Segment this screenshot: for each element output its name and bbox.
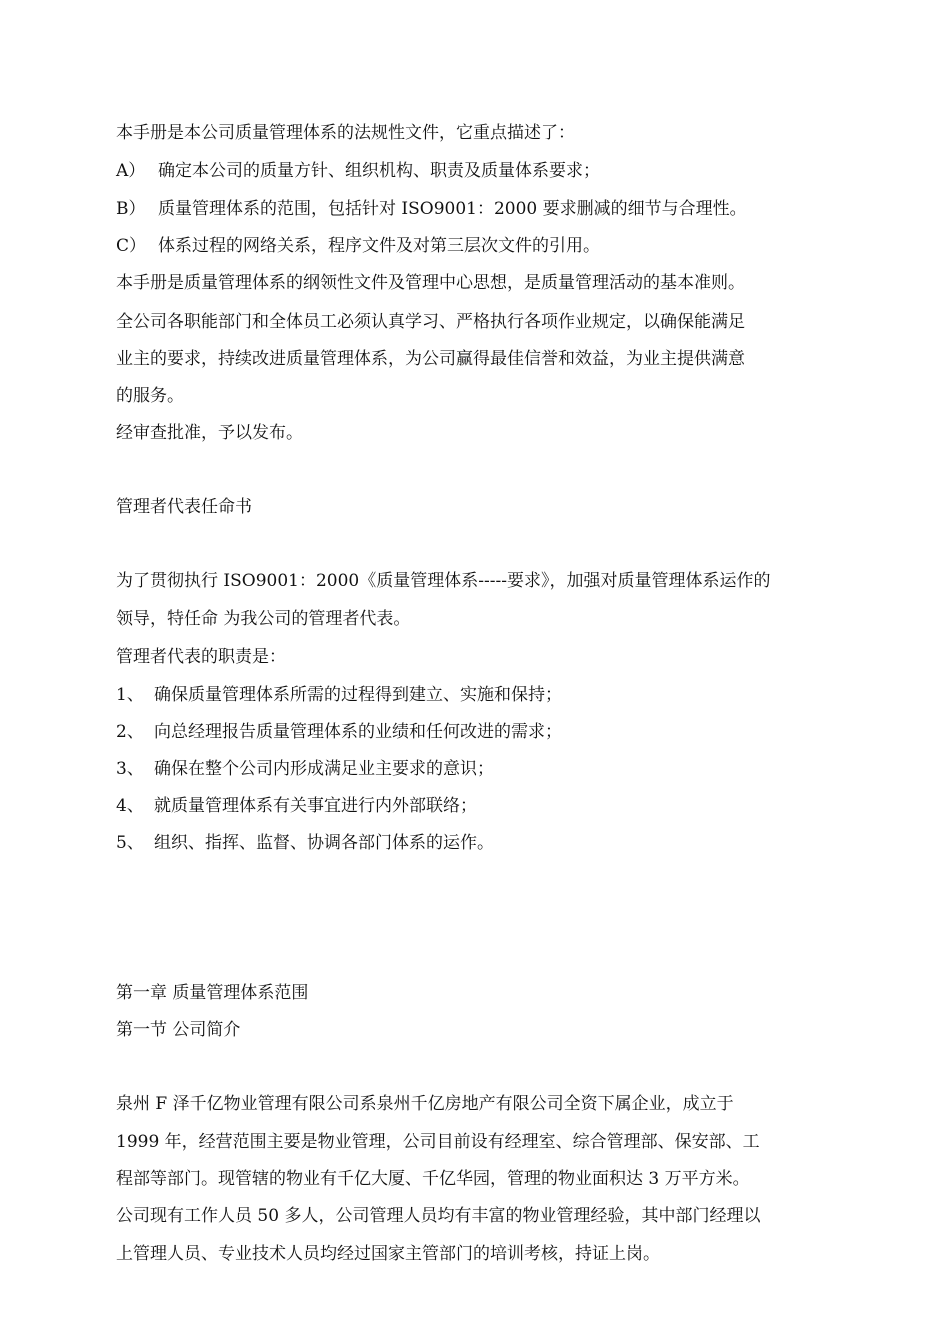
list-item-c [116, 235, 600, 257]
duty-item-5 [116, 832, 494, 854]
company-intro-line-1: 泉州 F 泽千亿物业管理有限公司系泉州千亿房地产有限公司全资下属企业，成立于 [116, 1094, 734, 1114]
intro-paragraph-2-line-3: 业主的要求，持续改进质量管理体系，为公司赢得最佳信誉和效益，为业主提供满意 [116, 349, 745, 369]
company-intro-line-3: 程部等部门。现管辖的物业有千亿大厦、千亿华园，管理的物业面积达 3 万平方米。 [116, 1169, 750, 1189]
chapter-title: 第一章 质量管理体系范围 [116, 983, 309, 1003]
intro-paragraph-2-line-1: 本手册是质量管理体系的纲领性文件及管理中心思想，是质量管理活动的基本准则。 [116, 273, 745, 293]
company-intro-line-5: 上管理人员、专业技术人员均经过国家主管部门的培训考核，持证上岗。 [116, 1244, 660, 1264]
company-intro-line-4: 公司现有工作人员 50 多人，公司管理人员均有丰富的物业管理经验，其中部门经理以 [116, 1206, 761, 1226]
duty-item-2 [116, 721, 562, 743]
appointment-body-line-2: 领导，特任命 为我公司的管理者代表。 [116, 609, 411, 629]
duty-item-text: 向总经理报告质量管理体系的业绩和任何改进的需求； [154, 722, 562, 742]
intro-paragraph-2-line-2: 全公司各职能部门和全体员工必须认真学习、严格执行各项作业规定，以确保能满足 [116, 312, 745, 332]
duty-item-4 [116, 795, 477, 817]
approval-statement: 经审查批准，予以发布。 [116, 423, 303, 443]
duty-item-3 [116, 758, 494, 780]
appointment-body-line-1: 为了贯彻执行 ISO9001：2000《质量管理体系-----要求》，加强对质量管理体系运作的 [116, 571, 771, 591]
list-item-a [116, 160, 600, 182]
list-item-label: A） [116, 161, 146, 181]
company-intro-line-2: 1999 年，经营范围主要是物业管理，公司目前设有经理室、综合管理部、保安部、工 [116, 1132, 760, 1152]
list-item-label: B） [116, 199, 146, 219]
duty-item-label: 5、 [116, 833, 144, 853]
duty-item-text: 确保质量管理体系所需的过程得到建立、实施和保持； [154, 685, 562, 705]
duty-item-text: 确保在整个公司内形成满足业主要求的意识； [154, 759, 494, 779]
duty-item-1 [116, 684, 562, 706]
intro-paragraph-1: 本手册是本公司质量管理体系的法规性文件，它重点描述了： [116, 123, 575, 143]
duty-item-label: 1、 [116, 685, 144, 705]
list-item-text: 确定本公司的质量方针、组织机构、职责及质量体系要求； [158, 161, 600, 181]
intro-paragraph-2-line-4: 的服务。 [116, 386, 184, 406]
duty-item-text: 组织、指挥、监督、协调各部门体系的运作。 [154, 833, 494, 853]
duty-item-text: 就质量管理体系有关事宜进行内外部联络； [154, 796, 477, 816]
section-title: 第一节 公司简介 [116, 1020, 241, 1040]
duty-item-label: 4、 [116, 796, 144, 816]
duty-item-label: 3、 [116, 759, 144, 779]
duties-intro: 管理者代表的职责是： [116, 647, 286, 667]
duty-item-label: 2、 [116, 722, 144, 742]
list-item-text: 体系过程的网络关系，程序文件及对第三层次文件的引用。 [158, 236, 600, 256]
list-item-b [116, 198, 747, 220]
list-item-label: C） [116, 236, 147, 256]
appointment-title: 管理者代表任命书 [116, 497, 252, 517]
list-item-text: 质量管理体系的范围，包括针对 ISO9001：2000 要求删减的细节与合理性。 [158, 199, 747, 219]
